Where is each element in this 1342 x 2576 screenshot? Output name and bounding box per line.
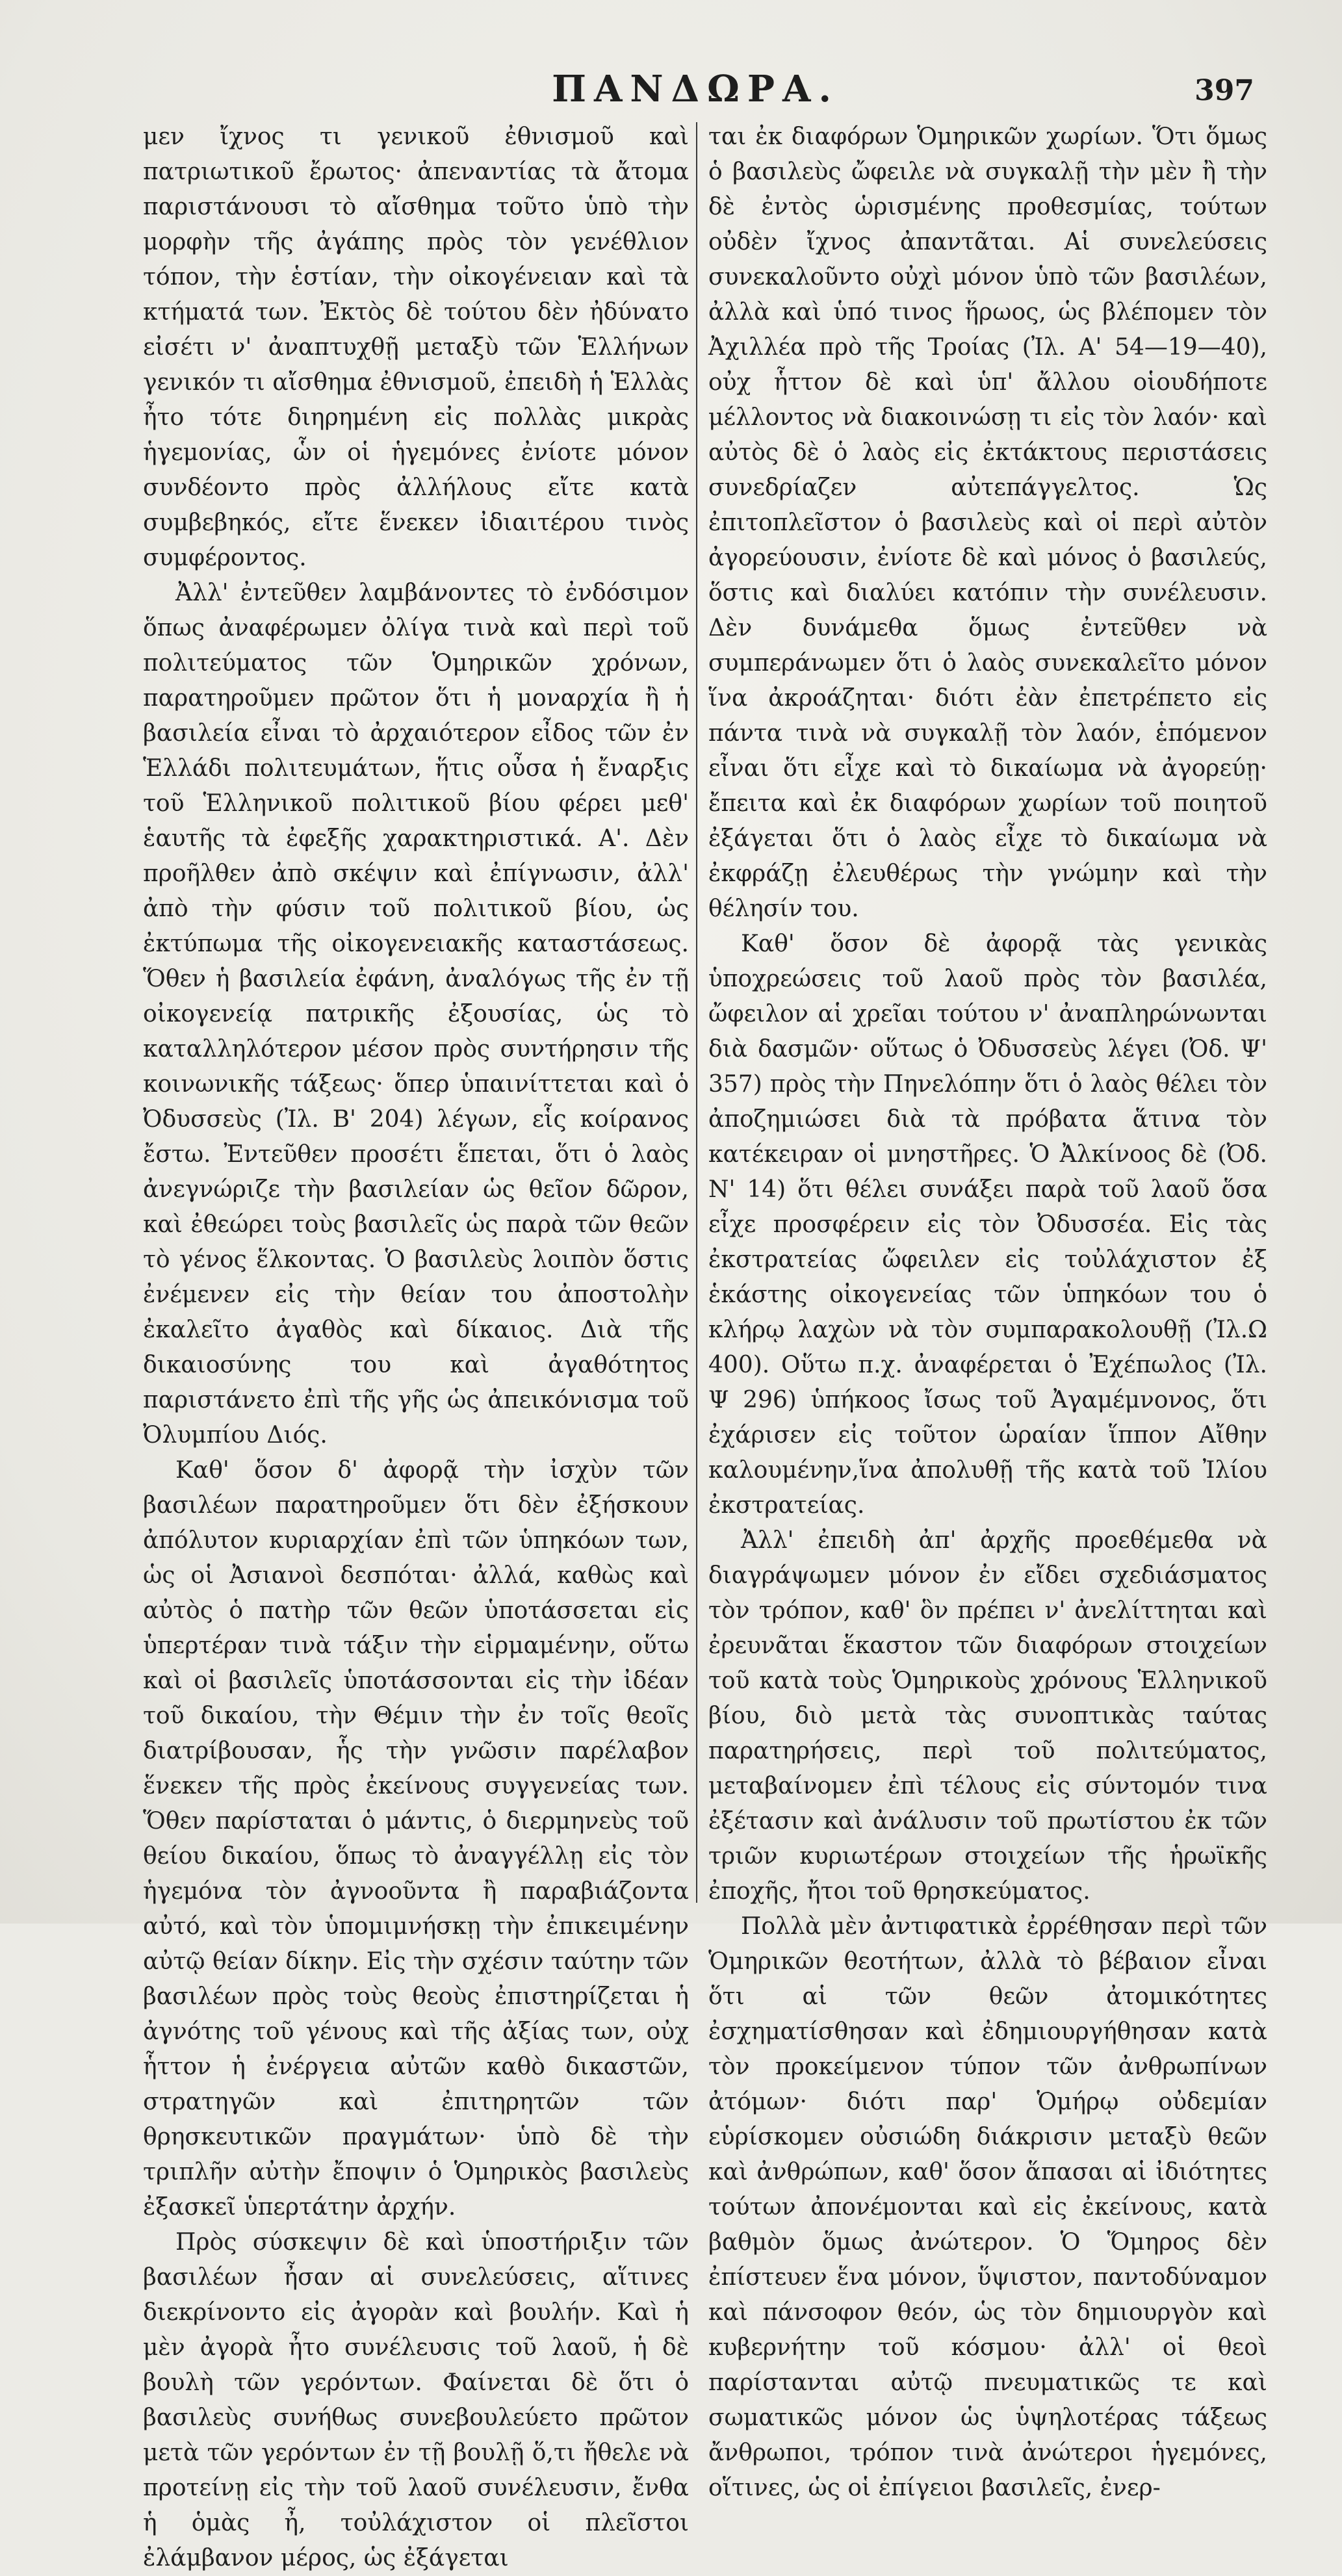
paragraph: Καθ' ὅσον δὲ ἀφορᾷ τὰς γενικὰς ὑποχρεώσεις τοῦ λαοῦ πρὸς τὸν βασιλέα, ὤφειλον αἱ χρεῖαι τούτου ν' ἀναπληρώνωνται διὰ δασμῶν· οὕτως ὁ Ὀδυσσεὺς λέγει (Ὀδ. Ψ' 357) πρὸς τὴν Πηνελόπην ὅτι ὁ λαὸς θέλει τὸν ἀποζημιώσει διὰ τὰ πρόβατα ἅτινα τὸν κατέκειραν οἱ μνηστῆρες. Ὁ Ἀλκίνοος δὲ (Ὀδ. Ν' 14) ὅτι θέλει συνάξει παρὰ τοῦ λαοῦ ὅσα εἶχε προσφέρειν εἰς τὸν Ὀδυσσέα. Εἰς τὰς ἐκστρατείας ὤφειλεν εἰς τοὐλάχιστον ἐξ ἑκάστης οἰκογενείας τῶν ὑπηκόων του ὁ κλήρῳ λαχὼν νὰ τὸν συμπαρακολουθῇ (Ἰλ.Ω 400). Οὕτω π.χ. ἀναφέρεται ὁ Ἐχέπωλος (Ἰλ. Ψ 296) ὑπήκοος ἴσως τοῦ Ἀγαμέμνονος, ὅτι ἐχάρισεν εἰς τοῦτον ὡραίαν ἵππον Αἴθην καλουμένην,ἵνα ἀπολυθῇ τῆς κατὰ τοῦ Ἰλίου ἐκστρατείας. (708, 931, 1267, 1519)
paragraph: Πρὸς σύσκεψιν δὲ καὶ ὑποστήριξιν τῶν βασιλέων ἦσαν αἱ συνελεύσεις, αἵτινες διεκρίνοντο εἰς ἀγορὰν καὶ βουλήν. Καὶ ἡ μὲν ἀγορὰ ἦτο συνέλευσις τοῦ λαοῦ, ἡ δὲ βουλὴ τῶν γερόντων. Φαίνεται δὲ ὅτι ὁ βασιλεὺς συνήθως συνεβουλεύετο πρῶτον μετὰ τῶν γερόντων ἐν τῇ βουλῇ ὅ,τι ἤθελε νὰ προτείνῃ εἰς τὴν τοῦ λαοῦ συνέλευσιν, ἔνθα ἡ ὁμὰς ἦ, τοὐλάχιστον οἱ πλεῖστοι ἐλάμβανον μέρος, ὡς ἐξάγεται (143, 2229, 689, 2571)
paragraph: μεν ἴχνος τι γενικοῦ ἐθνισμοῦ καὶ πατριωτικοῦ ἔρωτος· ἀπεναντίας τὰ ἄτομα παριστάνουσι τὸ αἴσθημα τοῦτο ὑπὸ τὴν μορφὴν τῆς ἀγάπης πρὸς τὸν γενέθλιον τόπον, τὴν ἑστίαν, τὴν οἰκογένειαν καὶ τὰ κτήματά των. Ἐκτὸς δὲ τούτου δὲν ἠδύνατο εἰσέτι ν' ἀναπτυχθῇ μεταξὺ τῶν Ἑλλήνων γενικόν τι αἴσθημα ἐθνισμοῦ, ἐπειδὴ ἡ Ἑλλὰς ἦτο τότε διηρημένη εἰς πολλὰς μικρὰς ἡγεμονίας, ὧν οἱ ἡγεμόνες ἐνίοτε μόνον συνδέοντο πρὸς ἀλλήλους εἴτε κατὰ συμβεβηκός, εἴτε ἕνεκεν ἰδιαιτέρου τινὸς συμφέροντος. (143, 123, 689, 571)
paragraph: Καθ' ὅσον δ' ἀφορᾷ τὴν ἰσχὺν τῶν βασιλέων παρατηροῦμεν ὅτι δὲν ἐξήσκουν ἀπόλυτον κυριαρχίαν ἐπὶ τῶν ὑπηκόων των, ὡς οἱ Ἀσιανοὶ δεσπόται· ἀλλά, καθὼς καὶ αὐτὸς ὁ πατὴρ τῶν θεῶν ὑποτάσσεται εἰς ὑπερτέραν τινὰ τάξιν τὴν εἱρμαμένην, οὕτω καὶ οἱ βασιλεῖς ὑποτάσσονται εἰς τὴν ἰδέαν τοῦ δικαίου, τὴν Θέμιν τὴν ἐν τοῖς θεοῖς διατρίβουσαν, ἧς τὴν γνῶσιν παρέλαβον ἕνεκεν τῆς πρὸς ἐκείνους συγγενείας των. Ὅθεν παρίσταται ὁ μάντις, ὁ διερμηνεὺς τοῦ θείου δικαίου, ὅπως τὸ ἀναγγέλλῃ εἰς τὸν ἡγεμόνα τὸν ἀγνοοῦντα ἢ παραβιάζοντα αὐτό, καὶ τὸν ὑπομιμνήσκῃ τὴν ἐπικειμένην αὐτῷ θείαν δίκην. Εἰς τὴν σχέσιν ταύτην τῶν βασιλέων πρὸς τοὺς θεοὺς ἐπιστηρίζεται ἡ ἀγνότης τοῦ γένους καὶ τῆς ἀξίας των, οὐχ ἧττον ἡ ἐνέργεια αὐτῶν καθὸ δικαστῶν, στρατηγῶν καὶ ἐπιτηρητῶν τῶν θρησκευτικῶν πραγμάτων· ὑπὸ δὲ τὴν τριπλῆν αὐτὴν ἔποψιν ὁ Ὁμηρικὸς βασιλεὺς ἐξασκεῖ ὑπερτάτην ἀρχήν. (143, 1457, 689, 2221)
left-column (143, 120, 689, 2571)
page-number: 397 (1194, 74, 1254, 107)
paragraph: Πολλὰ μὲν ἀντιφατικὰ ἐρρέθησαν περὶ τῶν Ὁμηρικῶν θεοτήτων, ἀλλὰ τὸ βέβαιον εἶναι ὅτι αἱ τῶν θεῶν ἀτομικότητες ἐσχηματίσθησαν καὶ ἐδημιουργήθησαν κατὰ τὸν προκείμενον τύπον τῶν ἀνθρωπίνων ἀτόμων· διότι παρ' Ὁμήρῳ οὐδεμίαν εὑρίσκομεν οὐσιώδη διάκρισιν μεταξὺ θεῶν καὶ ἀνθρώπων, καθ' ὅσον ἅπασαι αἱ ἰδιότητες τούτων ἀπονέμονται καὶ εἰς ἐκείνους, κατὰ βαθμὸν ὅμως ἀνώτερον. Ὁ Ὅμηρος δὲν ἐπίστευεν ἕνα μόνον, ὕψιστον, παντοδύναμον καὶ πάνσοφον θεόν, ὡς τὸν δημιουργὸν καὶ κυβερνήτην τοῦ κόσμου· ἀλλ' οἱ θεοὶ παρίστανται αὐτῷ πνευματικῶς τε καὶ σωματικῶς μόνον ὡς ὑψηλοτέρας τάξεως ἄνθρωποι, τρόπον τινὰ ἀνώτεροι ἡγεμόνες, οἵτινες, ὡς οἱ ἐπίγειοι βασιλεῖς, ἐνερ- (708, 1913, 1267, 2501)
paragraph: Ἀλλ' ἐπειδὴ ἀπ' ἀρχῆς προεθέμεθα νὰ διαγράψωμεν μόνον ἐν εἴδει σχεδιάσματος τὸν τρόπον, καθ' ὃν πρέπει ν' ἀνελίττηται καὶ ἐρευνᾶται ἕκαστον τῶν διαφόρων στοιχείων τοῦ κατὰ τοὺς Ὁμηρικοὺς χρόνους Ἑλληνικοῦ βίου, διὸ μετὰ τὰς συνοπτικὰς ταύτας παρατηρήσεις, περὶ τοῦ πολιτεύματος, μεταβαίνομεν ἐπὶ τέλους εἰς σύντομόν τινα ἐξέτασιν καὶ ἀνάλυσιν τοῦ πρωτίστου ἐκ τῶν τριῶν κυριωτέρων στοιχείων τῆς ἡρωϊκῆς ἐποχῆς, ἤτοι τοῦ θρησκεύματος. (708, 1527, 1267, 1905)
right-column (708, 120, 1267, 2501)
running-title: ΠΑΝΔΩΡΑ. (552, 68, 839, 110)
paragraph: ται ἐκ διαφόρων Ὁμηρικῶν χωρίων. Ὅτι ὅμως ὁ βασιλεὺς ὤφειλε νὰ συγκαλῇ τὴν μὲν ἢ τὴν δὲ ἐντὸς ὡρισμένης προθεσμίας, τούτων οὐδὲν ἴχνος ἀπαντᾶται. Αἱ συνελεύσεις συνεκαλοῦντο οὐχὶ μόνον ὑπὸ τῶν βασιλέων, ἀλλὰ καὶ ὑπό τινος ἥρωος, ὡς βλέπομεν τὸν Ἀχιλλέα πρὸ τῆς Τροίας (Ἰλ. Α' 54—19—40), οὐχ ἧττον δὲ καὶ ὑπ' ἄλλου οἱουδήποτε μέλλοντος νὰ διακοινώσῃ τι εἰς τὸν λαόν· καὶ αὐτὸς δὲ ὁ λαὸς εἰς ἐκτάκτους περιστάσεις συνεδρίαζεν αὐτεπάγγελτος. Ὡς ἐπιτοπλεῖστον ὁ βασιλεὺς καὶ οἱ περὶ αὐτὸν ἀγορεύουσιν, ἐνίοτε δὲ καὶ μόνος ὁ βασιλεύς, ὅστις καὶ διαλύει κατόπιν τὴν συνέλευσιν. Δὲν δυνάμεθα ὅμως ἐντεῦθεν νὰ συμπεράνωμεν ὅτι ὁ λαὸς συνεκαλεῖτο μόνον ἵνα ἀκροάζηται· διότι ἐὰν ἐπετρέπετο εἰς πάντα τινὰ νὰ συγκαλῇ τὸν λαόν, ἑπόμενον εἶναι ὅτι εἶχε καὶ τὸ δικαίωμα νὰ ἀγορεύῃ· ἔπειτα καὶ ἐκ διαφόρων χωρίων τοῦ ποιητοῦ ἐξάγεται ὅτι ὁ λαὸς εἶχε τὸ δικαίωμα νὰ ἐκφράζῃ ἐλευθέρως τὴν γνώμην καὶ τὴν θέλησίν του. (708, 123, 1267, 922)
paragraph: Ἀλλ' ἐντεῦθεν λαμβάνοντες τὸ ἐνδόσιμον ὅπως ἀναφέρωμεν ὀλίγα τινὰ καὶ περὶ τοῦ πολιτεύματος τῶν Ὁμηρικῶν χρόνων, παρατηροῦμεν πρῶτον ὅτι ἡ μοναρχία ἢ ἡ βασιλεία εἶναι τὸ ἀρχαιότερον εἶδος τῶν ἐν Ἑλλάδι πολιτευμάτων, ἥτις οὖσα ἡ ἔναρξις τοῦ Ἑλληνικοῦ πολιτικοῦ βίου φέρει μεθ' ἑαυτῆς τὰ ἐφεξῆς χαρακτηριστικά. Α'. Δὲν προῆλθεν ἀπὸ σκέψιν καὶ ἐπίγνωσιν, ἀλλ' ἀπὸ τὴν φύσιν τοῦ πολιτικοῦ βίου, ὡς ἐκτύπωμα τῆς οἰκογενειακῆς καταστάσεως. Ὅθεν ἡ βασιλεία ἐφάνη, ἀναλόγως τῆς ἐν τῇ οἰκογενείᾳ πατρικῆς ἐξουσίας, ὡς τὸ καταλληλότερον μέσον πρὸς συντήρησιν τῆς κοινωνικῆς τάξεως· ὅπερ ὑπαινίττεται καὶ ὁ Ὀδυσσεὺς (Ἰλ. Β' 204) λέγων, εἷς κοίρανος ἔστω. Ἐντεῦθεν προσέτι ἕπεται, ὅτι ὁ λαὸς ἀνεγνώριζε τὴν βασιλείαν ὡς θεῖον δῶρον, καὶ ἐθεώρει τοὺς βασιλεῖς ὡς παρὰ τῶν θεῶν τὸ γένος ἕλκοντας. Ὁ βασιλεὺς λοιπὸν ὅστις ἐνέμενεν εἰς τὴν θείαν του ἀποστολὴν ἐκαλεῖτο ἀγαθὸς καὶ δίκαιος. Διὰ τῆς δικαιοσύνης του καὶ ἀγαθότητος παριστάνετο ἐπὶ τῆς γῆς ὡς ἀπεικόνισμα τοῦ Ὀλυμπίου Διός. (143, 580, 689, 1449)
page-header (123, 68, 1267, 120)
column-divider (696, 122, 697, 1903)
